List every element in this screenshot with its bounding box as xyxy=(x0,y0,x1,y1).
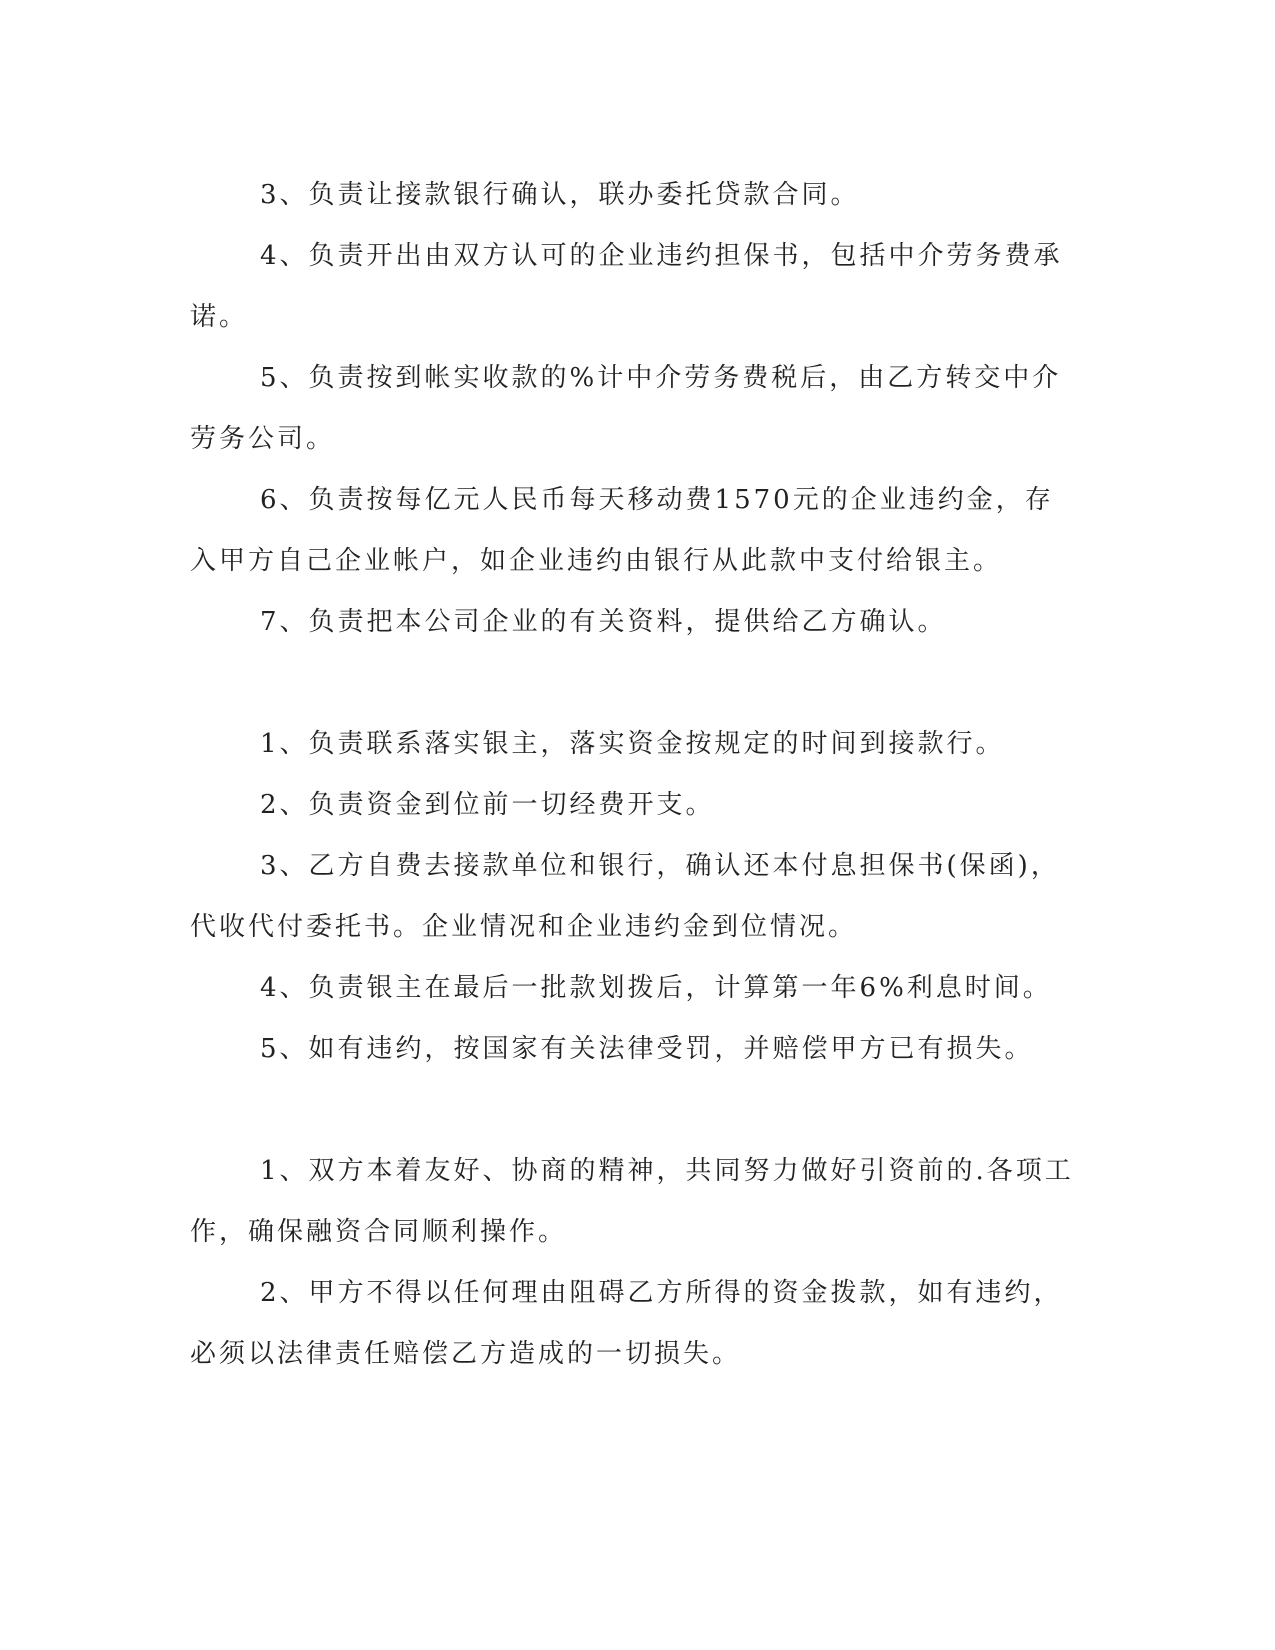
paragraph: 1、负责联系落实银主，落实资金按规定的时间到接款行。 xyxy=(260,729,1005,759)
paragraph: 3、乙方自费去接款单位和银行，确认还本付息担保书(保函)，代收代付委托书。企业情况和企业违约金到位情况。 xyxy=(190,851,1060,942)
section-spacer xyxy=(190,1080,1075,1141)
mutual-terms xyxy=(190,1141,1075,1385)
party-a-obligations xyxy=(190,165,1075,653)
paragraph: 1、双方本着友好、协商的精神，共同努力做好引资前的.各项工作，确保融资合同顺利操作。 xyxy=(190,1156,1074,1247)
paragraph: 3、负责让接款银行确认，联办委托贷款合同。 xyxy=(260,180,860,210)
paragraph: 6、负责按每亿元人民币每天移动费1570元的企业违约金，存入甲方自己企业帐户，如企业违约由银行从此款中支付给银主。 xyxy=(190,485,1054,576)
paragraph: 4、负责银主在最后一批款划拨后，计算第一年6%利息时间。 xyxy=(260,973,1052,1003)
paragraph: 5、如有违约，按国家有关法律受罚，并赔偿甲方已有损失。 xyxy=(260,1034,1034,1064)
paragraph: 5、负责按到帐实收款的%计中介劳务费税后，由乙方转交中介劳务公司。 xyxy=(190,363,1062,454)
party-b-obligations xyxy=(190,714,1075,1080)
paragraph: 7、负责把本公司企业的有关资料，提供给乙方确认。 xyxy=(260,607,947,637)
document-body xyxy=(190,165,1075,1385)
paragraph: 2、甲方不得以任何理由阻碍乙方所得的资金拨款，如有违约，必须以法律责任赔偿乙方造成的一切损失。 xyxy=(190,1278,1063,1369)
section-spacer xyxy=(190,653,1075,714)
paragraph: 4、负责开出由双方认可的企业违约担保书，包括中介劳务费承诺。 xyxy=(190,241,1063,332)
paragraph: 2、负责资金到位前一切经费开支。 xyxy=(260,790,715,820)
